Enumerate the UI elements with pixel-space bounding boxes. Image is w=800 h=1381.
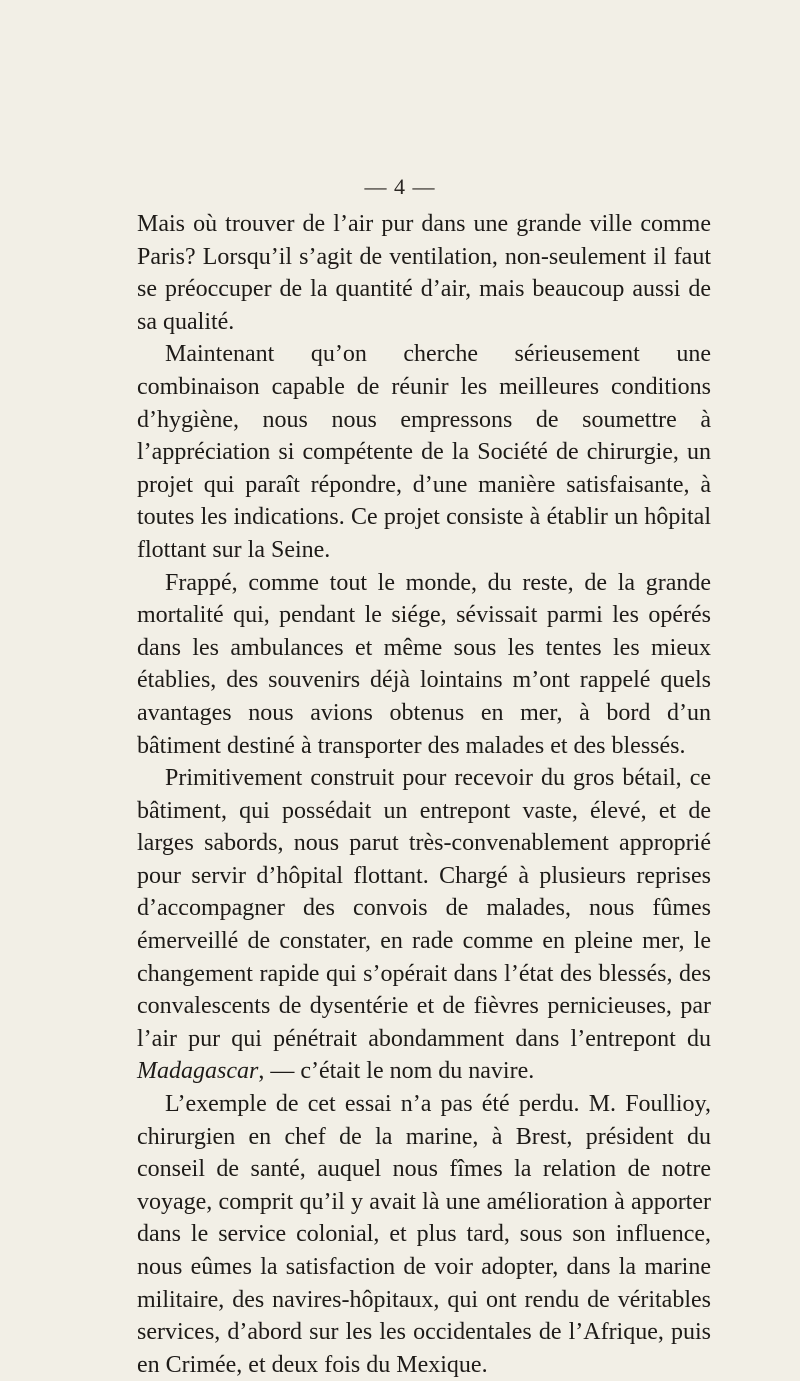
paragraph-text: Mais où trouver de l’air pur dans une grande ville comme Paris? Lorsqu’il s’agit de ventilation, non-seulement il faut se préoccuper de la quantité d’air, mais beaucoup aussi de sa qualité. — [137, 211, 711, 335]
paragraph — [137, 338, 711, 566]
paragraph — [137, 762, 711, 1088]
page-number: — 4 — — [364, 174, 436, 199]
body-text — [137, 208, 711, 1381]
paragraph-text: Primitivement construit pour recevoir du gros bétail, ce bâtiment, qui possédait un entrepont vaste, élevé, et de larges sabords, nous parut très-convenablement approprié pour servir d’hôpital flottant. Chargé à plusieurs reprises d’accompagner des convois de malades, nous fûmes émerveillé de constater, en rade comme en pleine mer, le changement rapide qui s’opérait dans l’état des blessés, des convalescents de dysentérie et de fièvres pernicieuses, par l’air pur qui pénétrait abondamment dans l’entrepont du — [137, 765, 711, 1052]
paragraph-text: Frappé, comme tout le monde, du reste, de la grande mortalité qui, pendant le siége, sévissait parmi les opérés dans les ambulances et même sous les tentes les mieux établies, des souvenirs déjà lointains m’ont rappelé quels avantages nous avions obtenus en mer, à bord d’un bâtiment destiné à transporter des malades et des blessés. — [137, 569, 711, 759]
paragraph-text: Maintenant qu’on cherche sérieusement une combinaison capable de réunir les meilleures conditions d’hygiène, nous nous empressons de soumettre à l’appréciation si compétente de la Société de chirurgie, un projet qui paraît répondre, d’une manière satisfaisante, à toutes les indications. Ce projet consiste à établir un hôpital flottant sur la Seine. — [137, 341, 711, 563]
paragraph-text: , — c’était le nom du navire. — [258, 1058, 535, 1085]
paragraph — [137, 1088, 711, 1381]
paragraph-text: L’exemple de cet essai n’a pas été perdu. M. Foullioy, chirurgien en chef de la marine, à Brest, président du conseil de santé, auquel nous fîmes la relation de notre voyage, comprit qu’il y avait là une amélioration à apporter dans le service colonial, et plus tard, sous son influence, nous eûmes la satisfaction de voir adopter, dans la marine militaire, des navires-hôpitaux, qui ont rendu de véritables services, d’abord sur les les occidentales de l’Afrique, puis en Crimée, et deux fois du Mexique. — [137, 1091, 711, 1378]
paragraph — [137, 208, 711, 338]
ship-name: Madagascar — [137, 1058, 259, 1085]
paragraph — [137, 567, 711, 763]
